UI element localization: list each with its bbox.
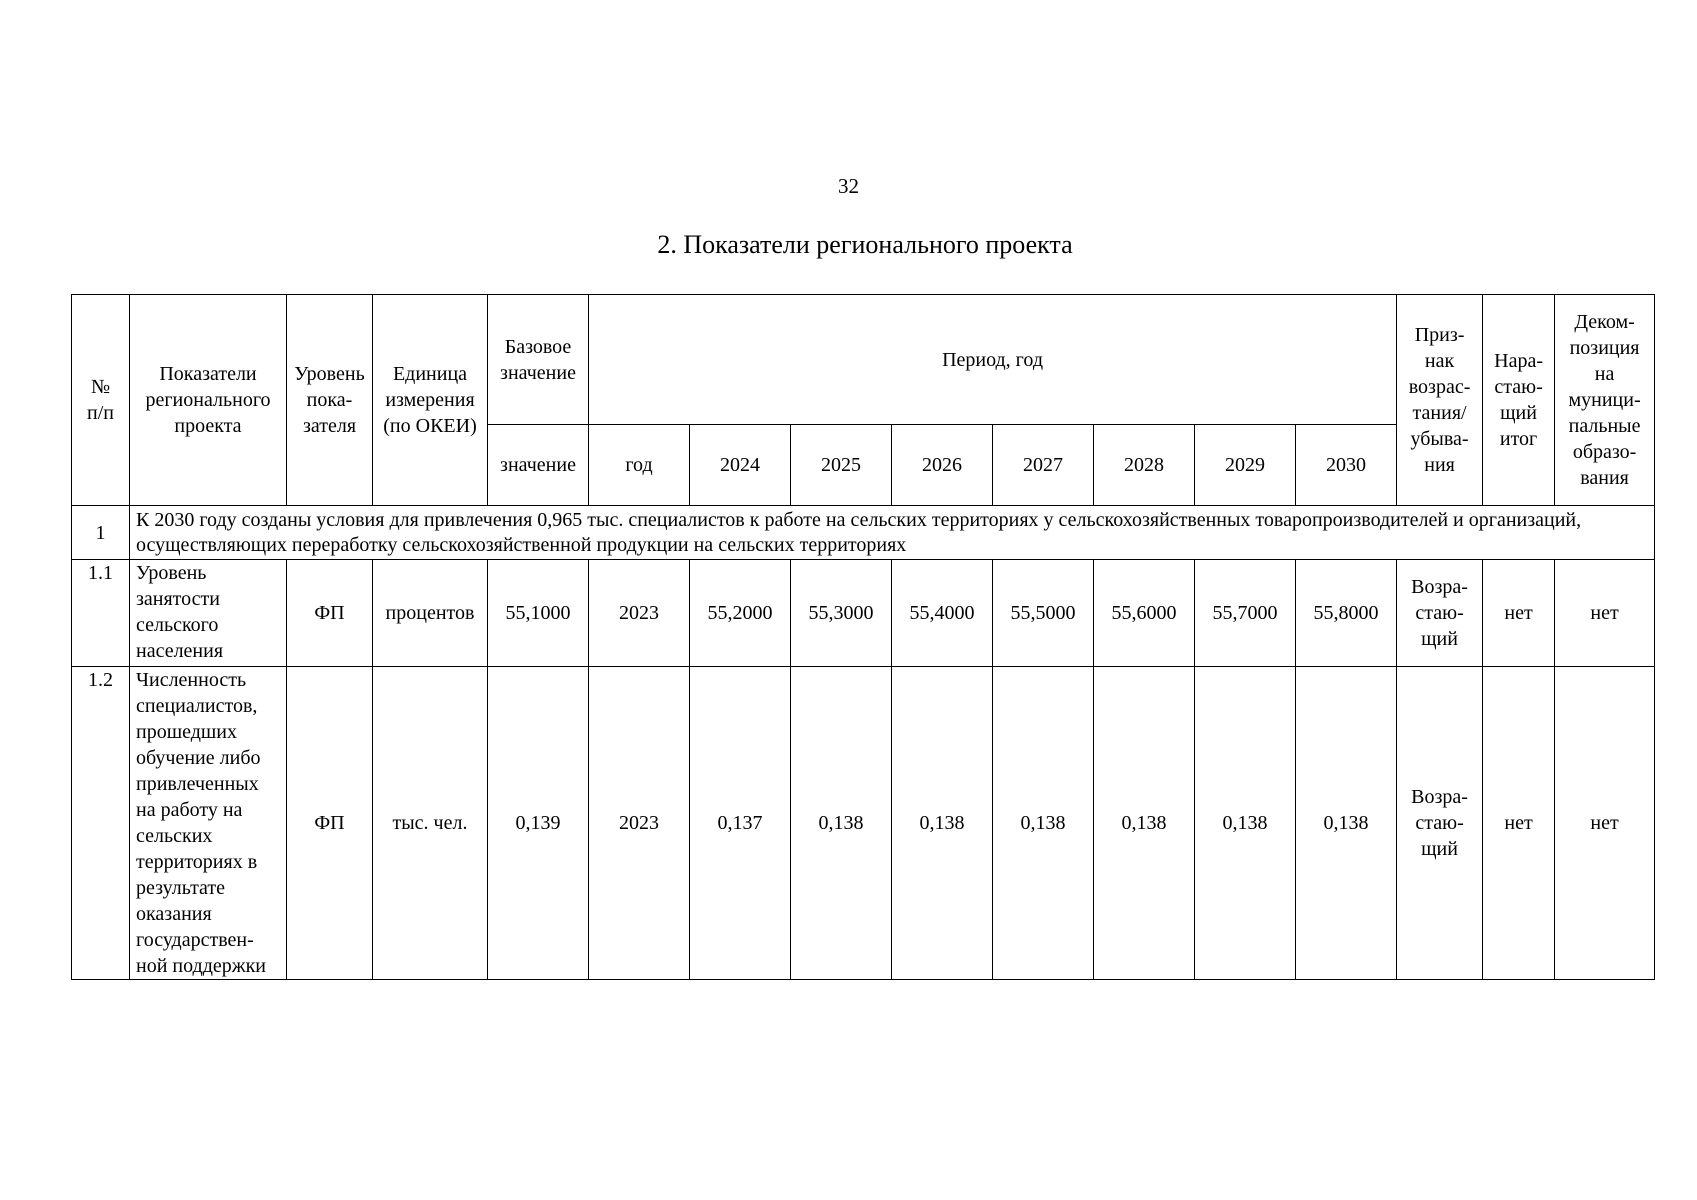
table-row <box>72 560 1655 667</box>
header-cumulative <box>1483 295 1555 506</box>
cell-text-line: итог <box>1499 428 1538 450</box>
cell-text-line: образо- <box>1572 441 1637 463</box>
cell-text-line: щий <box>1421 838 1458 860</box>
cell-text-line: территориях в <box>136 851 258 873</box>
cell-text-line: Деком- <box>1574 311 1635 333</box>
row-year-value: 0,138 <box>1296 667 1397 980</box>
row-year-value: 55,8000 <box>1296 560 1397 667</box>
cell-text-line: привлеченных <box>136 773 259 795</box>
row-indicator-name <box>130 667 287 980</box>
cell-text-line: Показатели <box>159 363 257 385</box>
cell-text-line: регионального <box>145 389 271 411</box>
cell-text-line: населения <box>136 640 224 662</box>
cell-text-line: муници- <box>1568 389 1641 411</box>
row-indicator-name <box>130 560 287 667</box>
goal-row <box>72 506 1655 560</box>
row-sign <box>1397 560 1483 667</box>
cell-text-line: прошедших <box>136 721 237 743</box>
cell-text-line: возрас- <box>1408 376 1471 398</box>
cell-text-line: пока- <box>306 389 353 411</box>
cell-text-line: п/п <box>87 402 114 424</box>
cell-text-line: ния <box>1424 454 1455 476</box>
header-year: 2024 <box>690 425 791 506</box>
row-year-value: 55,7000 <box>1195 560 1296 667</box>
header-year: 2029 <box>1195 425 1296 506</box>
goal-text: К 2030 году созданы условия для привлечения 0,965 тыс. специалистов к работе на сельских территориях у сельскохозяйственных товаропроизводителей и организаций, осуществляющих переработку сельскохозяйственной продукции на сельских территориях <box>130 506 1655 560</box>
row-year-value: 0,138 <box>1195 667 1296 980</box>
cell-text-line: измерения <box>385 389 475 411</box>
cell-text-line: на работу на <box>136 799 243 821</box>
header-row-1 <box>72 295 1655 425</box>
row-base-value: 0,139 <box>488 667 589 980</box>
cell-text-line: Численность <box>136 669 247 691</box>
cell-text-line: Приз- <box>1414 324 1465 346</box>
row-year-value: 55,6000 <box>1094 560 1195 667</box>
cell-text-line: Уровень <box>294 363 365 385</box>
cell-text-line: стаю- <box>1415 812 1464 834</box>
header-indicator <box>130 295 287 506</box>
table-row <box>72 667 1655 980</box>
header-num <box>72 295 130 506</box>
row-year-value: 55,3000 <box>791 560 892 667</box>
cell-text-line: государствен- <box>136 929 254 951</box>
cell-text-line: Возра- <box>1411 786 1468 808</box>
page-number: 32 <box>838 174 859 198</box>
header-year: 2028 <box>1094 425 1195 506</box>
row-year-value: 0,138 <box>892 667 993 980</box>
row-decomposition: нет <box>1555 667 1655 980</box>
row-cumulative: нет <box>1483 667 1555 980</box>
header-sign <box>1397 295 1483 506</box>
cell-text-line: ной поддержки <box>136 955 266 977</box>
cell-text-line: Базовое <box>504 335 572 358</box>
row-unit: процентов <box>373 560 488 667</box>
goal-num: 1 <box>72 506 130 560</box>
cell-text-line: Единица <box>392 363 468 385</box>
row-cumulative: нет <box>1483 560 1555 667</box>
cell-text-line: зателя <box>302 415 357 437</box>
cell-text-line: специалистов, <box>136 695 258 717</box>
cell-text-line: щий <box>1421 628 1458 650</box>
row-num: 1.1 <box>72 560 130 667</box>
header-unit <box>373 295 488 506</box>
cell-text-line: стаю- <box>1415 602 1464 624</box>
cell-text-line: сельских <box>136 825 213 847</box>
header-level <box>287 295 373 506</box>
section-title: 2. Показатели регионального проекта <box>657 230 1073 259</box>
header-base <box>488 295 589 425</box>
row-level: ФП <box>287 560 373 667</box>
row-year-value: 55,5000 <box>993 560 1094 667</box>
header-decomposition <box>1555 295 1655 506</box>
cell-text-line: обучение либо <box>136 747 261 769</box>
cell-text-line: значение <box>500 361 576 384</box>
cell-text-line: на <box>1594 363 1615 385</box>
header-year: 2025 <box>791 425 892 506</box>
cell-text-line: результате <box>136 877 226 899</box>
cell-text-line: стаю- <box>1494 376 1543 398</box>
cell-text-line: щий <box>1500 402 1537 424</box>
cell-text-line: Нара- <box>1494 350 1543 372</box>
indicators-table <box>71 294 1655 980</box>
row-base-value: 55,1000 <box>488 560 589 667</box>
row-sign <box>1397 667 1483 980</box>
cell-text-line: Возра- <box>1411 576 1468 598</box>
row-unit: тыс. чел. <box>373 667 488 980</box>
cell-text-line: Уровень <box>136 562 207 584</box>
row-level: ФП <box>287 667 373 980</box>
row-base-year: 2023 <box>589 667 690 980</box>
header-year: 2026 <box>892 425 993 506</box>
cell-text-line: сельского <box>136 614 219 636</box>
cell-text-line: позиция <box>1569 337 1640 359</box>
row-year-value: 0,138 <box>1094 667 1195 980</box>
header-period: Период, год <box>589 295 1397 425</box>
cell-text-line: № <box>90 376 111 398</box>
header-base-year: год <box>589 425 690 506</box>
row-year-value: 55,4000 <box>892 560 993 667</box>
row-base-year: 2023 <box>589 560 690 667</box>
cell-text-line: пальные <box>1568 415 1641 437</box>
cell-text-line: тания/ <box>1412 402 1467 424</box>
row-decomposition: нет <box>1555 560 1655 667</box>
header-base-value: значение <box>488 425 589 506</box>
cell-text-line: вания <box>1580 467 1629 489</box>
row-year-value: 0,137 <box>690 667 791 980</box>
row-year-value: 55,2000 <box>690 560 791 667</box>
cell-text-line: оказания <box>136 903 212 925</box>
cell-text-line: нак <box>1424 350 1455 372</box>
cell-text-line: убыва- <box>1410 428 1469 450</box>
cell-text-line: проекта <box>174 415 242 437</box>
row-year-value: 0,138 <box>791 667 892 980</box>
row-year-value: 0,138 <box>993 667 1094 980</box>
header-year: 2027 <box>993 425 1094 506</box>
cell-text-line: (по ОКЕИ) <box>383 415 477 437</box>
cell-text-line: занятости <box>136 588 220 610</box>
row-num: 1.2 <box>72 667 130 980</box>
header-year: 2030 <box>1296 425 1397 506</box>
